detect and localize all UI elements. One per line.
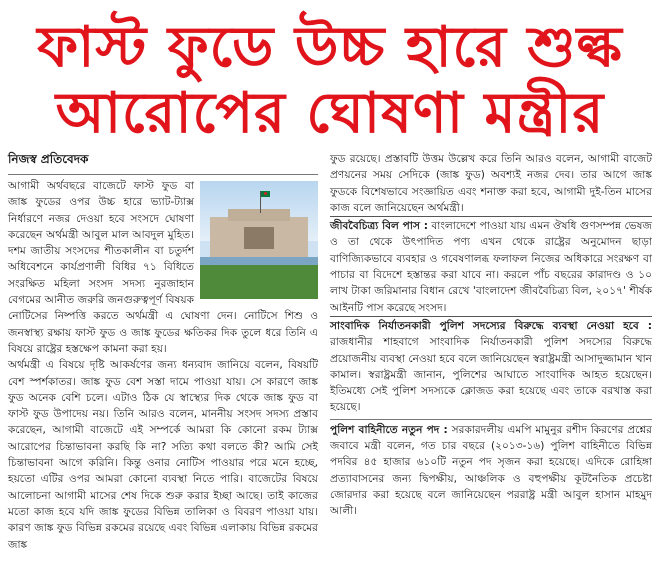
right-para-1: ফুড রয়েছে। প্রস্তাবটি উত্তম উল্লেখ করে তিনি আরও বলেন, আগামী বাজেট প্রণয়নের সময় সেদিকে (জাঙ্ক ফুড) অবশ্যই নজর দেব। তার আগে জাঙ্ক ফুডকে বিশেষভাবে সংজ্ঞায়িত এবং শনাক্ত করা হবে, আগামী দুই-তিন মাসের কাজ বলে জানিয়েছেন অর্থমন্ত্রী। [330,153,652,214]
left-para-1: আগামী অর্থবছরে বাজেটে ফাস্ট ফুড বা জাঙ্ক ফুডের ওপর উচ্চ হারে ভ্যাট-ট্যাক্স নির্ধারণে নজর দেওয়া হবে সংসদে ঘোষণা করেছেন অর্থমন্ত্রী আবুল মাল আবদুল মুহিত। দশম জাতীয় সংসদের শীতকালীন বা চতুর্দশ অধিবেশনে কার্যপ্রণালী বিধির ৭১ বিধিতে সংরক্ষিত মহিলা সংসদ সদস্য নুরজাহান বেগমের আনীত জরুরি জনগুরুত্বপূর্ণ বিষয়ক নোটিসের নিষ্পত্তি করতে অর্থমন্ত্রী এ ঘোষণা দেন। নোটিসে শিশু ও জনস্বাস্থ্য রক্ষায় ফাস্ট ফুড ও জাঙ্ক ফুডের ক্ষতিকর দিক তুলে ধরে তিনি এ বিষয়ে রাষ্ট্রের হস্তক্ষেপ কামনা করা হয়। [8,180,318,355]
article-left-column [8,178,318,553]
parliament-photo [200,181,318,299]
journalist-subhead: সাংবাদিক নির্যাতনকারী পুলিশ সদস্যের বিরুদ্ধে ব্যবস্থা নেওয়া হবে : [330,319,652,332]
biodiversity-body: বাংলাদেশে পাওয়া যায় এমন ঔষধি গুণসম্পন্ন ভেষজ ও তা থেকে উৎপাদিত পণ্য এখন থেকে রাষ্ট্রের অনুমোদন ছাড়া বাণিজ্যিকভাবে ব্যবহার ও গবেষণালব্ধ ফলাফল নিজের অধিকারে সংরক্ষণ বা পাচার বা বিদেশে হস্তান্তর করা যাবে না। করলে পাঁচ বছরের কারাদণ্ড ও ১০ লাখ টাকা জরিমানার বিধান রেখে 'বাংলাদেশ জীববৈচিত্র্য বিল, ২০১৭' শীর্ষক আইনটি পাস করেছে সংসদ। [330,220,652,314]
headline [0,0,660,150]
section-divider [330,419,652,420]
left-para-2: অর্থমন্ত্রী এ বিষয়ে দৃষ্টি আকর্ষণের জন্য ধন্যবাদ জানিয়ে বলেন, বিষয়টি বেশ স্পর্শকাতর। জাঙ্ক ফুড বেশ সস্তা দামে পাওয়া যায়। সে কারণে জাঙ্ক ফুড অনেক বেশি চলে। এটাও ঠিক যে স্বাস্থ্যের দিক থেকে জাঙ্ক ফুড বা ফাস্ট ফুড উপাদেয় নয়। তিনি আরও বলেন, মাননীয় সংসদ সদস্য প্রস্তাব করেছেন, আগামী বাজেটে এই সম্পর্কে আমরা কি কোনো রকম ট্যাক্স আরোপের চিন্তাভাবনা করছি কি না? সত্যি কথা বলতে কী? আমি সেই চিন্তাভাবনা আগে করিনি। কিন্তু ওনার নোটিস পাওয়ার পরে মনে হচ্ছে, হয়তো এটির ওপর আমরা কোনো ব্যবস্থা নিতে পারি। বাজেটের বিষয়ে আলোচনা আগামী মাসের শেষ দিকে শুরু করার ইচ্ছা আছে। তাই কাজের মতো কাজ হবে যদি জাঙ্ক ফুডের বিভিন্ন তালিকা ও বিবরণ পাওয়া যায়। কারণ জাঙ্ক ফুড বিভিন্ন রকমের রয়েছে এবং বিভিন্ন এলাকায় বিভিন্ন রকমের জাঙ্ক [8,359,318,551]
building-window [244,227,274,249]
headline-line-2: আরোপের ঘোষণা মন্ত্রীর [55,81,605,146]
police-subhead: পুলিশ বাহিনীতে নতুন পদ : [330,423,448,436]
police-section [330,422,652,520]
journalist-section [330,316,652,416]
police-body: সরকারদলীয় এমপি মামুনুর রশীদ কিরণের প্রশ্নের জবাবে মন্ত্রী বলেন, গত চার বছরে (২০১৩-১৬) পুলিশ বাহিনীতে বিভিন্ন পদবির ৪৫ হাজার ৬১০টি নতুন পদ সৃজন করা হয়েছে। এদিকে রোহিঙ্গা প্রত্যাবাসনের জন্য দ্বিপক্ষীয়, আঞ্চলিক ও বহুপক্ষীয় কূটনৈতিক প্রচেষ্টা জোরদার করা হয়েছে বলে জানিয়েছেন পররাষ্ট্র মন্ত্রী আবুল হাসান মাহমুদ আলী। [330,423,652,518]
byline: নিজস্ব প্রতিবেদক [8,151,318,175]
photo-lawn [200,265,318,299]
building-upper [228,209,290,221]
biodiversity-subhead: জীববৈচিত্র্য বিল পাস : [330,220,428,233]
photo-water [200,257,318,265]
biodiversity-section [330,216,652,316]
article-right-column [330,151,652,520]
headline-line-1: ফাস্ট ফুডে উচ্চ হারে শুল্ক [37,15,623,80]
paragraph [8,178,318,357]
flag-disc [264,192,267,195]
journalist-body: রাজধানীর শাহবাগে সাংবাদিক নির্যাতনকারী পুলিশ সদস্যের বিরুদ্ধে প্রয়োজনীয় ব্যবস্থা নেওয়া হবে বলে জানিয়েছেন স্বরাষ্ট্রমন্ত্রী আসাদুজ্জামান খান কামাল। স্বরাষ্ট্রমন্ত্রী জানান, পুলিশের আঘাতে সাংবাদিক আহত হয়েছেন। ইতিমধ্যে সেই পুলিশ সদস্যকে ক্লোজড করা হয়েছে এবং তাকে বরখাস্ত করা হয়েছে। [330,336,652,414]
